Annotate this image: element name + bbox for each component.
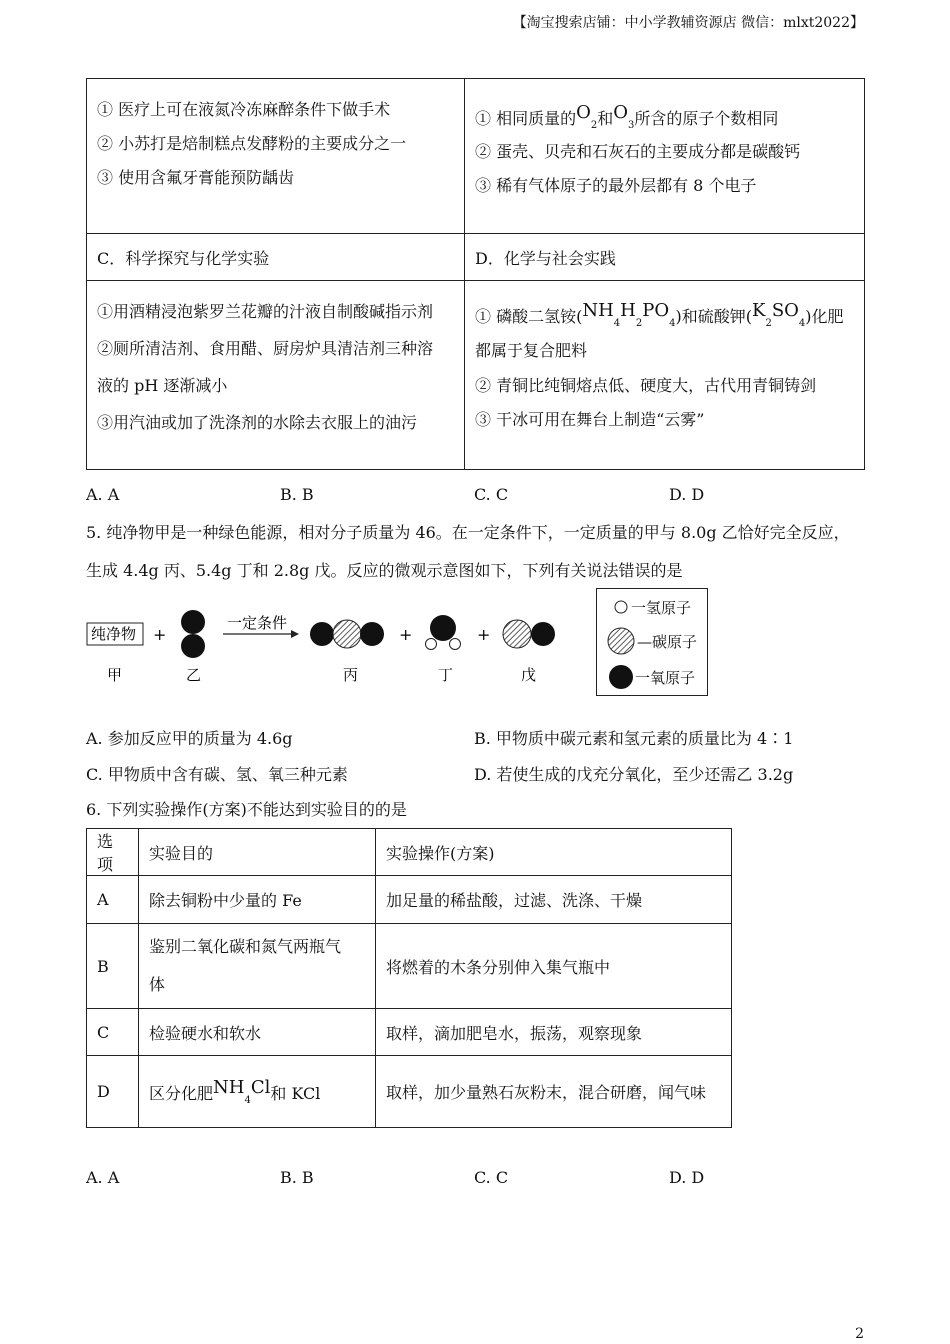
label-yi: 乙 (186, 666, 202, 684)
goal-cell: 检验硬水和软水 (139, 1009, 376, 1056)
table-row (87, 1056, 732, 1128)
oxygen-atom (531, 622, 555, 646)
text-line: ③ 稀有气体原子的最外层都有 8 个电子 (475, 176, 757, 195)
oxygen-atom (181, 634, 205, 658)
text-line: ② 蛋壳、贝壳和石灰石的主要成分都是碳酸钙 (475, 142, 801, 161)
goal-cell: 区分化肥$NH_4Cl$和 KCl (139, 1056, 376, 1128)
plus-sign: + (477, 625, 491, 644)
goal-cell: 除去铜粉中少量的 Fe (139, 876, 376, 924)
carbon-atom (333, 620, 361, 648)
experiment-table (86, 828, 732, 1128)
option-a[interactable]: A. A (86, 1168, 120, 1187)
option-cell: B (87, 924, 139, 1009)
text-line: ①用酒精浸泡紫罗兰花瓣的汁液自制酸碱指示剂 (97, 302, 434, 321)
cell-d-content (465, 281, 865, 470)
text-line: ① 医疗上可在液氮冷冻麻醉条件下做手术 (97, 100, 391, 119)
option-c[interactable]: C. C (474, 1168, 509, 1187)
legend-oxygen: 一氧原子 (635, 669, 696, 687)
text-line: ② 小苏打是焙制糕点发酵粉的主要成分之一 (97, 134, 407, 153)
table-row (87, 924, 732, 1009)
legend-carbon: —碳原子 (637, 633, 698, 651)
option-d[interactable]: D. D (669, 1168, 705, 1187)
option-cell: C (87, 1009, 139, 1056)
q6-question: 6. 下列实验操作(方案)不能达到实验目的的是 (86, 800, 407, 819)
plus-sign: + (399, 625, 413, 644)
text-line: ②厕所清洁剂、食用醋、厨房炉具清洁剂三种溶 (97, 339, 434, 358)
q5-line1: 5. 纯净物甲是一种绿色能源，相对分子质量为 46。在一定条件下，一定质量的甲与 8.0g 乙恰好完全反应， (86, 523, 850, 542)
q5-line2: 生成 4.4g 丙、5.4g 丁和 2.8g 戊。反应的微观示意图如下，下列有关说法错误的是 (86, 561, 683, 580)
hydrogen-atom (450, 639, 461, 650)
page-number: 2 (855, 1326, 864, 1342)
atom-legend (596, 588, 708, 696)
option-d[interactable]: D. 若使生成的戊充分氧化，至少还需乙 3.2g (474, 765, 794, 784)
option-a[interactable]: A. 参加反应甲的质量为 4.6g (86, 729, 293, 748)
condition-label: 一定条件 (227, 614, 288, 632)
cell-d-header: D．化学与社会实践 (465, 234, 865, 281)
oxygen-atom (430, 615, 456, 641)
option-cell: D (87, 1056, 139, 1128)
label-jia: 甲 (107, 666, 123, 684)
cell-c-content (87, 281, 465, 470)
table-row (87, 876, 732, 924)
carbon-atom (503, 620, 531, 648)
option-c[interactable]: C. C (474, 485, 509, 504)
operation-cell: 将燃着的木条分别伸入集气瓶中 (376, 924, 732, 1009)
label-ding: 丁 (438, 666, 454, 684)
header-cell: 选项 (87, 829, 139, 876)
option-c[interactable]: C. 甲物质中含有碳、氢、氧三种元素 (86, 765, 348, 784)
operation-cell: 加足量的稀盐酸，过滤、洗涤、干燥 (376, 876, 732, 924)
table-row (87, 1009, 732, 1056)
oxygen-legend-icon (609, 665, 633, 689)
cell-b-content (465, 79, 865, 234)
plus-sign: + (153, 625, 167, 644)
hydrogen-atom (426, 639, 437, 650)
option-b[interactable]: B. B (280, 485, 314, 504)
label-bing: 丙 (343, 666, 359, 684)
cell-a-content (87, 79, 465, 234)
option-b[interactable]: B. B (280, 1168, 314, 1187)
text-line: ③ 使用含氟牙膏能预防龋齿 (97, 168, 295, 187)
label-wu: 戊 (521, 666, 537, 684)
operation-cell: 取样，滴加肥皂水，振荡，观察现象 (376, 1009, 732, 1056)
oxygen-atom (360, 622, 384, 646)
text-line: ③用汽油或加了洗涤剂的水除去衣服上的油污 (97, 413, 418, 432)
goal-cell: 鉴别二氧化碳和氮气两瓶气 体 (139, 924, 376, 1009)
text-line: ① 相同质量的$O_2$和$O_3$所含的原子个数相同 (475, 102, 779, 131)
carbon-legend-icon (608, 628, 634, 654)
operation-cell: 取样，加少量熟石灰粉末，混合研磨，闻气味 (376, 1056, 732, 1128)
option-a[interactable]: A. A (86, 485, 120, 504)
hydrogen-legend-icon (615, 601, 627, 613)
text-line: ② 青铜比纯铜熔点低、硬度大，古代用青铜铸剑 (475, 376, 817, 395)
option-b[interactable]: B. 甲物质中碳元素和氢元素的质量比为 4∶1 (474, 729, 794, 748)
page-header: 【淘宝搜索店铺：中小学教辅资源店 微信：mlxt2022】 (512, 15, 864, 31)
option-d[interactable]: D. D (669, 485, 705, 504)
legend-hydrogen: 一氢原子 (631, 599, 692, 617)
knowledge-table (86, 78, 865, 470)
option-cell: A (87, 876, 139, 924)
arrow-head (291, 630, 299, 638)
oxygen-atom (181, 610, 205, 634)
reaction-svg (86, 588, 596, 698)
text-line: ③ 干冰可用在舞台上制造“云雾” (475, 410, 705, 429)
text-line: 都属于复合肥料 (475, 341, 588, 360)
text-line: 液的 pH 逐渐减小 (97, 376, 228, 395)
cell-c-header: C．科学探究与化学实验 (87, 234, 465, 281)
header-cell: 实验目的 (139, 829, 376, 876)
text-line: ① 磷酸二氢铵$(NH_4H_2PO_4)$和硫酸钾$(K_2SO_4)$化肥 (475, 300, 844, 329)
box-label: 纯净物 (91, 625, 137, 643)
oxygen-atom (310, 622, 334, 646)
table-header-row (87, 829, 732, 876)
header-cell: 实验操作(方案) (376, 829, 732, 876)
